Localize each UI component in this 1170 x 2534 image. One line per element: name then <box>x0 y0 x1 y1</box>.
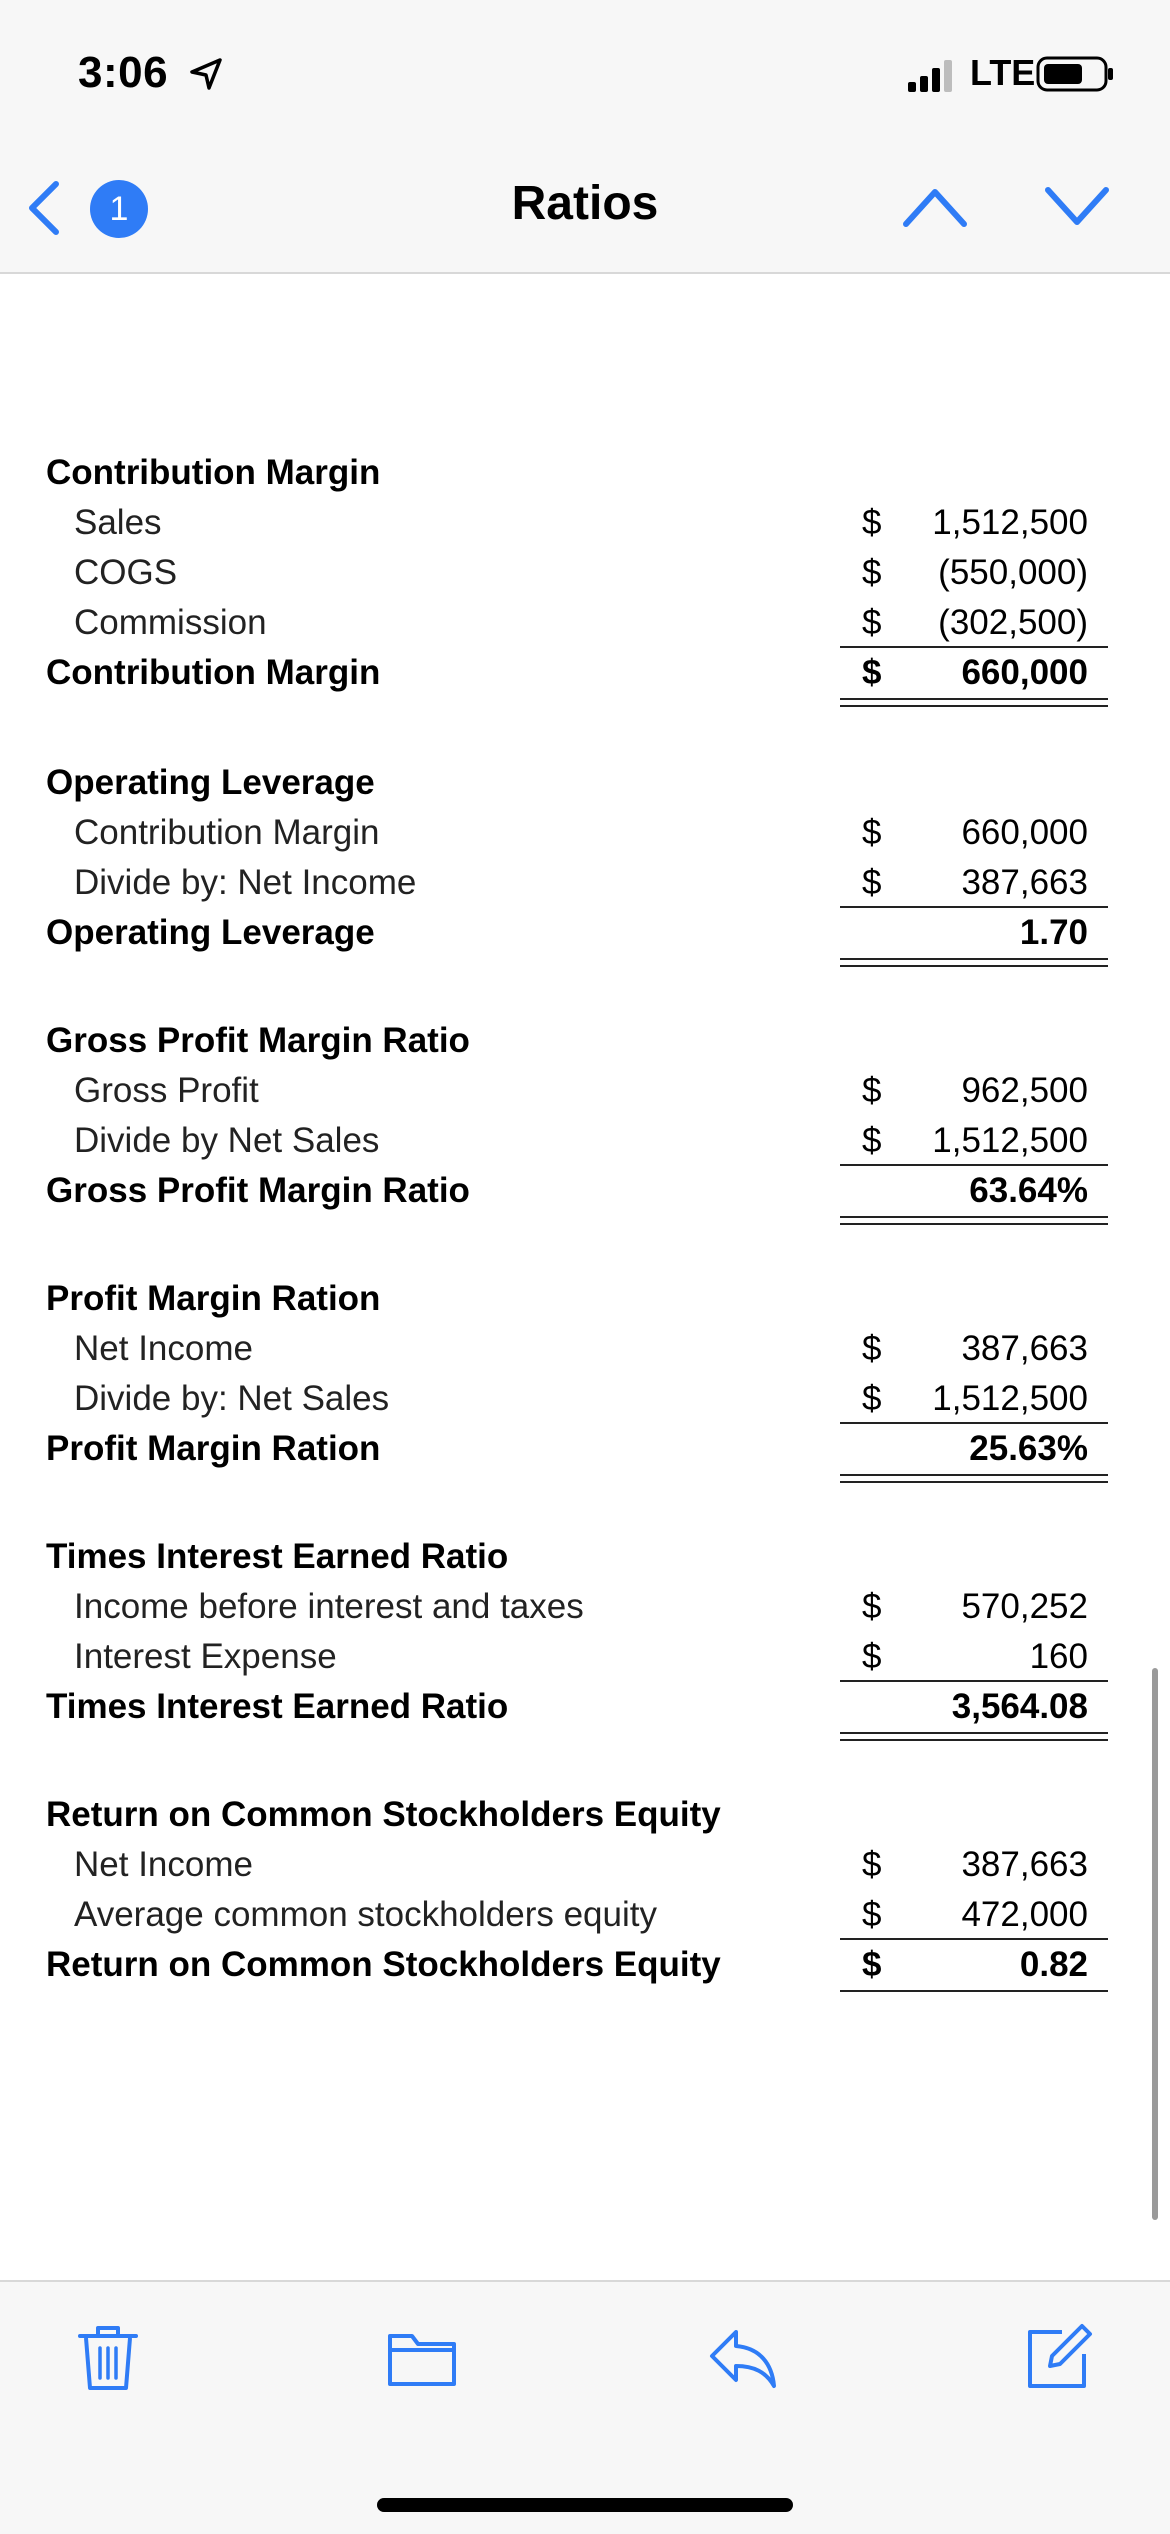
next-message-icon[interactable] <box>1042 182 1112 232</box>
section-heading: Times Interest Earned Ratio <box>46 1537 509 1576</box>
row-label: COGS <box>74 553 178 592</box>
result-label: Return on Common Stockholders Equity <box>46 1945 721 1984</box>
cellular-signal-icon <box>906 58 958 94</box>
page-title: Ratios <box>511 177 659 230</box>
row-label: Net Income <box>74 1845 253 1884</box>
location-arrow-icon <box>186 54 226 94</box>
section-heading: Operating Leverage <box>46 763 375 802</box>
row-label: Interest Expense <box>74 1637 337 1676</box>
result-label: Gross Profit Margin Ratio <box>46 1171 470 1210</box>
row-value: 387,663 <box>961 1845 1088 1884</box>
row-value: 472,000 <box>961 1895 1088 1934</box>
result-value: 63.64% <box>969 1171 1088 1210</box>
row-currency: $ <box>862 603 882 642</box>
previous-message-icon[interactable] <box>900 182 970 232</box>
row-value: 1,512,500 <box>932 503 1088 542</box>
total-double-rule <box>840 698 1108 707</box>
row-value: 660,000 <box>961 813 1088 852</box>
result-currency: $ <box>862 1945 882 1984</box>
row-currency: $ <box>862 1329 882 1368</box>
bottom-toolbar <box>0 2280 1170 2534</box>
result-value: 0.82 <box>1019 1945 1088 1984</box>
row-value: 1,512,500 <box>932 1121 1088 1160</box>
total-double-rule <box>840 1732 1108 1741</box>
result-value: 1.70 <box>1019 913 1088 952</box>
table-row <box>0 1632 1170 1682</box>
row-value: 962,500 <box>961 1071 1088 1110</box>
result-label: Profit Margin Ration <box>46 1429 381 1468</box>
section-heading-row <box>0 1274 1170 1324</box>
result-row <box>0 1424 1170 1474</box>
table-row <box>0 1324 1170 1374</box>
row-value: 387,663 <box>961 863 1088 902</box>
result-label: Times Interest Earned Ratio <box>46 1687 509 1726</box>
row-value: 160 <box>1029 1637 1088 1676</box>
table-row <box>0 1582 1170 1632</box>
table-row <box>0 1840 1170 1890</box>
result-value: 25.63% <box>969 1429 1088 1468</box>
row-label: Average common stockholders equity <box>74 1895 657 1934</box>
row-label: Net Income <box>74 1329 253 1368</box>
result-currency: $ <box>862 653 882 692</box>
row-currency: $ <box>862 1895 882 1934</box>
row-currency: $ <box>862 1637 882 1676</box>
table-row <box>0 1116 1170 1166</box>
battery-icon <box>1036 54 1116 94</box>
result-label: Contribution Margin <box>46 653 381 692</box>
status-time: 3:06 <box>78 48 169 97</box>
result-row <box>0 1682 1170 1732</box>
row-currency: $ <box>862 813 882 852</box>
row-currency: $ <box>862 553 882 592</box>
table-row <box>0 1066 1170 1116</box>
section-heading: Return on Common Stockholders Equity <box>46 1795 721 1834</box>
row-value: 387,663 <box>961 1329 1088 1368</box>
row-label: Sales <box>74 503 162 542</box>
row-label: Divide by: Net Sales <box>74 1379 390 1418</box>
table-row <box>0 498 1170 548</box>
section-heading-row <box>0 448 1170 498</box>
row-currency: $ <box>862 863 882 902</box>
total-double-rule <box>840 958 1108 967</box>
row-label: Contribution Margin <box>74 813 380 852</box>
section-heading-row <box>0 1532 1170 1582</box>
row-currency: $ <box>862 503 882 542</box>
ratios-document <box>0 274 1170 2280</box>
section-heading-row <box>0 758 1170 808</box>
row-label: Gross Profit <box>74 1071 259 1110</box>
table-row <box>0 598 1170 648</box>
row-currency: $ <box>862 1845 882 1884</box>
table-row <box>0 1374 1170 1424</box>
table-row <box>0 548 1170 598</box>
result-value: 660,000 <box>961 653 1088 692</box>
section-heading: Contribution Margin <box>46 453 381 492</box>
result-row <box>0 1940 1170 1990</box>
row-value: 570,252 <box>961 1587 1088 1626</box>
compose-icon[interactable] <box>1022 2322 1094 2394</box>
section-heading-row <box>0 1790 1170 1840</box>
vertical-scrollbar[interactable] <box>1152 1668 1158 2220</box>
reply-icon[interactable] <box>706 2322 778 2394</box>
row-value: (302,500) <box>938 603 1088 642</box>
row-currency: $ <box>862 1071 882 1110</box>
total-double-rule <box>840 1216 1108 1225</box>
row-label: Income before interest and taxes <box>74 1587 584 1626</box>
section-heading: Gross Profit Margin Ratio <box>46 1021 470 1060</box>
section-heading-row <box>0 1016 1170 1066</box>
total-double-rule <box>840 1474 1108 1483</box>
back-count-badge[interactable]: 1 <box>90 180 148 238</box>
result-row <box>0 648 1170 698</box>
top-bar <box>0 0 1170 274</box>
result-row <box>0 908 1170 958</box>
total-rule <box>840 1990 1108 1992</box>
result-label: Operating Leverage <box>46 913 375 952</box>
row-currency: $ <box>862 1587 882 1626</box>
section-heading: Profit Margin Ration <box>46 1279 381 1318</box>
trash-icon[interactable] <box>72 2322 144 2394</box>
row-label: Divide by Net Sales <box>74 1121 380 1160</box>
home-indicator[interactable] <box>377 2498 793 2512</box>
row-label: Commission <box>74 603 267 642</box>
row-value: (550,000) <box>938 553 1088 592</box>
result-value: 3,564.08 <box>951 1687 1088 1726</box>
row-currency: $ <box>862 1121 882 1160</box>
folder-icon[interactable] <box>386 2322 458 2394</box>
row-currency: $ <box>862 1379 882 1418</box>
result-row <box>0 1166 1170 1216</box>
table-row <box>0 1890 1170 1940</box>
row-label: Divide by: Net Income <box>74 863 417 902</box>
row-value: 1,512,500 <box>932 1379 1088 1418</box>
table-row <box>0 808 1170 858</box>
table-row <box>0 858 1170 908</box>
network-label: LTE <box>970 52 1036 93</box>
